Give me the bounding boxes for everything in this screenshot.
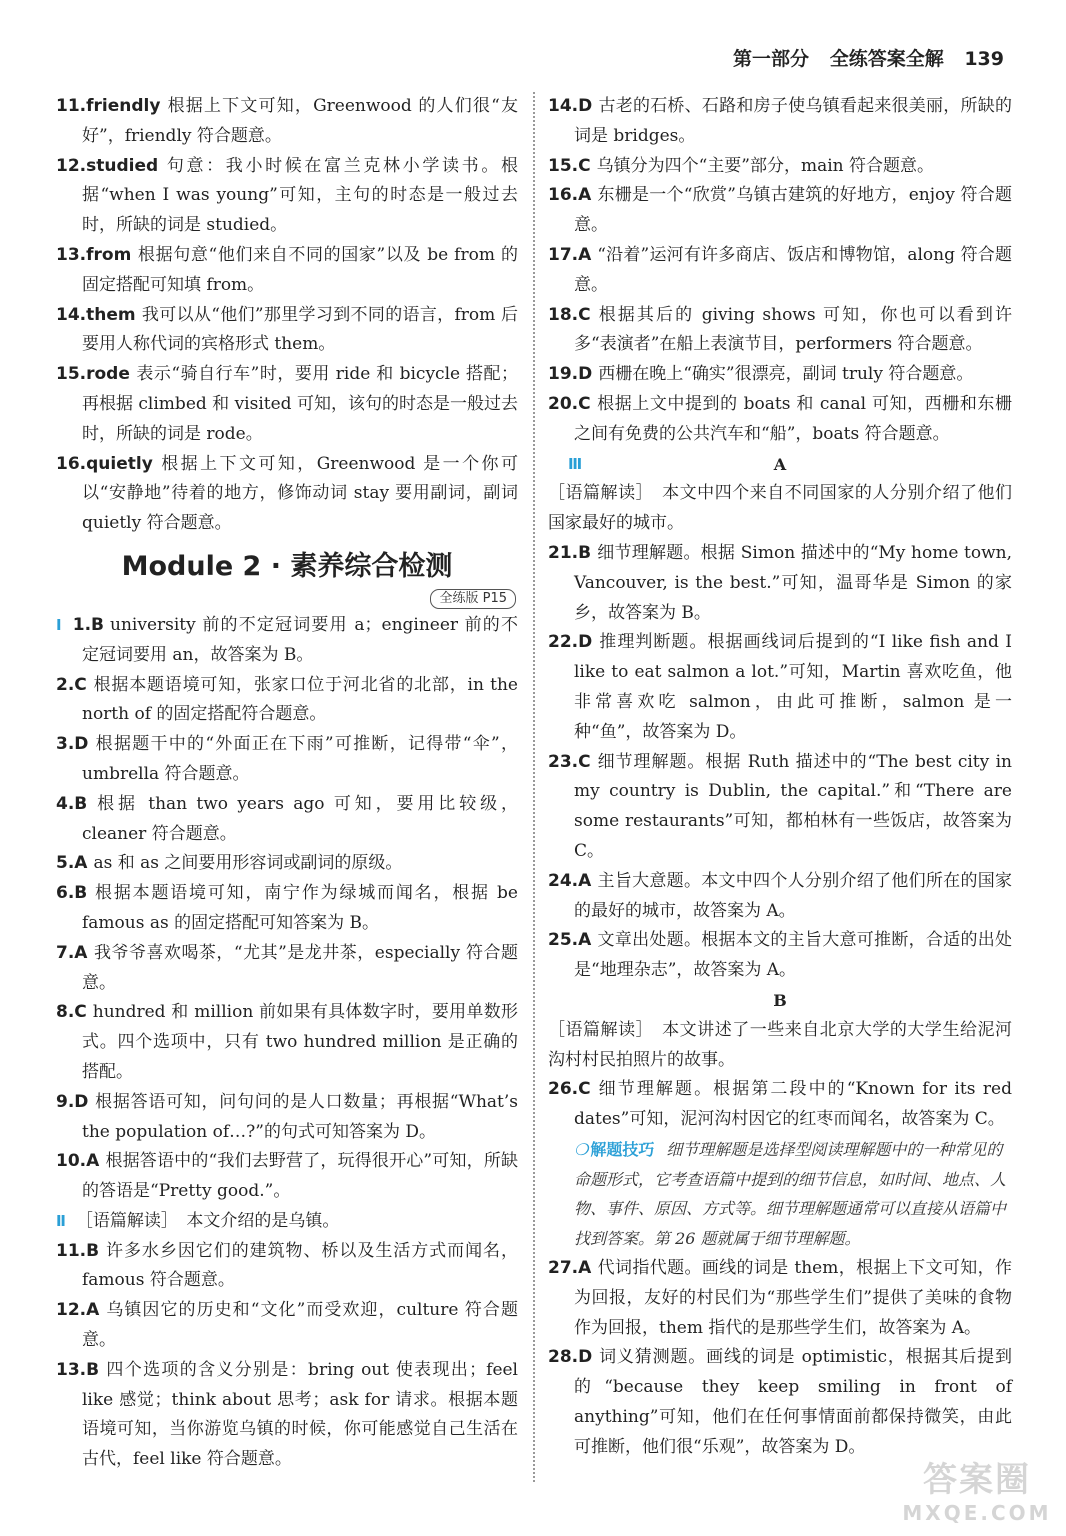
answer-number: 24.A xyxy=(548,870,592,891)
module-title: Module 2 · 素养综合检测 xyxy=(121,550,453,582)
answer-list-top xyxy=(56,92,518,539)
answer-text: 许多水乡因它们的建筑物、桥以及生活方式而闻名，famous 符合题意。 xyxy=(82,1240,518,1291)
answer-text: 推理判断题。根据画线词后提到的“I like fish and I like to eat salmon a lot.”可知，Martin 喜欢吃鱼，他非常喜欢吃 salmon，由此可推断，salmon 是一种“鱼”，故答案为 D。 xyxy=(574,632,1012,742)
answer-text: 根据本题语境可知，南宁作为绿城而闻名，根据 be famous as 的固定搭配可知答案为 B。 xyxy=(82,883,518,933)
answer-number: 7.A xyxy=(56,942,88,963)
answer-number: 13.from xyxy=(56,244,132,265)
answer-text: 四个选项的含义分别是：bring out 使表现出；feel like 感觉；think about 思考；ask for 请求。根据本题语境可知，当你游览乌镇的时候，你可能感觉自己生活在古代，feel like 符合题意。 xyxy=(82,1359,518,1470)
answer-text: 句意：我小时候在富兰克林小学读书。根据“when I was young”可知，主句的时态是一般过去时，所缺的词是 studied。 xyxy=(82,155,518,236)
answer-entry xyxy=(548,92,1012,152)
answer-number: 10.A xyxy=(56,1151,100,1172)
answer-entry xyxy=(548,360,1012,390)
section-2-answers-continued xyxy=(548,92,1012,450)
answer-entry xyxy=(56,1356,518,1475)
answer-entry xyxy=(548,301,1012,361)
answer-number: 20.C xyxy=(548,393,591,414)
answer-number: 5.A xyxy=(56,853,88,874)
tip-text: 细节理解题是选择型阅读理解题中的一种常见的命题形式，它考查语篇中提到的细节信息，如时间、地点、人物、事件、原因、方式等。细节理解题通常可以直接从语篇中找到答案。第 26 题就属于细节理解题。 xyxy=(574,1139,1007,1249)
bulb-icon: ❍ xyxy=(574,1139,589,1159)
answer-entry xyxy=(56,939,518,999)
part-a-heading: Ⅲ A xyxy=(548,450,1012,480)
answer-number: 18.C xyxy=(548,304,591,325)
tip-label: 解题技巧 xyxy=(590,1139,655,1159)
answer-number: 19.D xyxy=(548,364,593,385)
answer-text: 主旨大意题。本文中四个人分别介绍了他们所在的国家的最好的城市，故答案为 A。 xyxy=(574,870,1012,921)
answer-number: 6.B xyxy=(56,883,88,904)
answer-text: 根据上下文可知，Greenwood 的人们很“友好”，friendly 符合题意。 xyxy=(82,96,518,146)
answer-entry xyxy=(56,1296,518,1356)
answer-number: 22.D xyxy=(548,632,593,653)
answer-entry xyxy=(548,1254,1012,1343)
right-column xyxy=(548,92,1012,1463)
answer-text: 细节理解题。根据 Simon 描述中的“My home town, Vancouver, is the best.”可知，温哥华是 Simon 的家乡，故答案为 B。 xyxy=(574,542,1012,623)
answer-entry xyxy=(548,1075,1012,1135)
answer-text: “沿着”运河有许多商店、饭店和博物馆，along 符合题意。 xyxy=(574,244,1012,295)
part-b-heading: B xyxy=(773,990,787,1010)
answer-text: 细节理解题。根据 Ruth 描述中的“The best city in my country is Dublin, the capital.”和“There are some restaurants”可知，都柏林有一些饭店，故答案为 C。 xyxy=(574,751,1012,861)
answer-text: 根据答语中的“我们去野营了，玩得很开心”可知，所缺的答语是“Pretty good.”。 xyxy=(82,1151,518,1202)
answer-text: 代词指代题。画线的词是 them，根据上下文可知，作为回报，友好的村民们为“那些学生们”提供了美味的食物作为回报，them 指代的是那些学生们，故答案为 A。 xyxy=(574,1258,1012,1338)
edition-tag: 全练版 P15 xyxy=(56,587,516,609)
answer-entry xyxy=(56,241,518,301)
answer-text: 我爷爷喜欢喝茶，“尤其”是龙井茶，especially 符合题意。 xyxy=(82,942,518,993)
answer-number: 13.B xyxy=(56,1359,100,1380)
answer-number: 23.C xyxy=(548,751,591,772)
answer-text: 根据句意“他们来自不同的国家”以及 be from 的固定搭配可知填 from。 xyxy=(82,244,518,295)
answer-text: 根据 than two years ago 可知，要用比较级，cleaner 符合题意。 xyxy=(82,793,518,844)
answer-number: 25.A xyxy=(548,930,592,951)
answer-entry xyxy=(56,611,518,671)
answer-entry xyxy=(56,92,518,152)
answer-entry xyxy=(56,1147,518,1207)
answer-number: 26.C xyxy=(548,1079,591,1100)
answer-entry xyxy=(548,748,1012,867)
part-b-answers-2 xyxy=(548,1254,1012,1463)
answer-number: 12.studied xyxy=(56,155,159,176)
page-header xyxy=(719,44,1004,71)
answer-entry xyxy=(56,730,518,790)
answer-text: 表示“骑自行车”时，要用 ride 和 bicycle 搭配；再根据 climbed 和 visited 可知，该句的时态是一般过去时，所缺的词是 rode。 xyxy=(82,364,518,444)
answer-entry xyxy=(548,926,1012,986)
answer-number: 16.quietly xyxy=(56,453,153,474)
answer-text: 文章出处题。根据本文的主旨大意可推断，合适的出处是“地理杂志”，故答案为 A。 xyxy=(574,930,1012,981)
answer-number: 14.them xyxy=(56,304,136,325)
section-1-marker: Ⅰ xyxy=(56,615,63,634)
answer-number: 14.D xyxy=(548,96,593,116)
part-a-intro: ［语篇解读］ 本文中四个来自不同国家的人分别介绍了他们国家最好的城市。 xyxy=(548,483,1012,534)
page-number: 139 xyxy=(964,48,1004,70)
subtitle-label: 全练答案全解 xyxy=(829,48,944,70)
part-a-answers xyxy=(548,539,1012,986)
answer-text: 根据本题语境可知，张家口位于河北省的北部，in the north of 的固定搭配符合题意。 xyxy=(82,674,518,725)
answer-text: 乌镇分为四个“主要”部分，main 符合题意。 xyxy=(596,155,935,176)
answer-entry xyxy=(548,539,1012,628)
answer-entry xyxy=(548,152,1012,182)
part-b-intro: ［语篇解读］ 本文讲述了一些来自北京大学的大学生给泥河沟村村民拍照片的故事。 xyxy=(548,1019,1012,1070)
answer-entry xyxy=(56,879,518,939)
answer-entry xyxy=(548,1343,1012,1462)
answer-number: 9.D xyxy=(56,1091,89,1112)
answer-number: 21.B xyxy=(548,542,592,563)
answer-number: 11.B xyxy=(56,1240,100,1261)
answer-entry xyxy=(56,1237,518,1297)
tip-box xyxy=(548,1135,1012,1254)
answer-number: 2.C xyxy=(56,674,87,695)
answer-text: hundred 和 million 前如果有具体数字时，要用单数形式。四个选项中，只有 two hundred million 是正确的搭配。 xyxy=(82,1002,518,1082)
section-2-marker: Ⅱ xyxy=(56,1211,66,1230)
answer-entry xyxy=(56,1088,518,1148)
answer-text: university 前的不定冠词要用 a；engineer 前的不定冠词要用 an，故答案为 B。 xyxy=(82,614,518,665)
section-label: 第一部分 xyxy=(733,48,810,70)
answer-text: 西栅在晚上“确实”很漂亮，副词 truly 符合题意。 xyxy=(598,364,974,385)
answer-entry xyxy=(56,849,518,879)
answer-text: 我可以从“他们”那里学习到不同的语言，from 后要用人称代词的宾格形式 them。 xyxy=(82,304,518,355)
answer-entry xyxy=(548,241,1012,301)
answer-number: 15.rode xyxy=(56,364,130,385)
answer-entry xyxy=(56,790,518,850)
answer-entry xyxy=(56,360,518,449)
answer-entry xyxy=(56,998,518,1087)
answer-text: 根据上文中提到的 boats 和 canal 可知，西栅和东栅之间有免费的公共汽车和“船”，boats 符合题意。 xyxy=(574,393,1012,444)
answer-text: 词义猜测题。画线的词是 optimistic，根据其后提到的“because they keep smiling in front of anything”可知，他们在任何事情面前都保持微笑，由此可推断，他们很“乐观”，故答案为 D。 xyxy=(574,1347,1012,1457)
answer-number: 4.B xyxy=(56,793,88,814)
answer-entry xyxy=(548,181,1012,241)
answer-text: 根据题干中的“外面正在下雨”可推断，记得带“伞”，umbrella 符合题意。 xyxy=(82,734,518,784)
answer-text: as 和 as 之间要用形容词或副词的原级。 xyxy=(93,853,403,874)
section-3-marker: Ⅲ xyxy=(568,454,583,473)
answer-entry xyxy=(56,671,518,731)
answer-text: 根据答语可知，问句问的是人口数量；再根据“What’s the population of…?”的句式可知答案为 D。 xyxy=(82,1091,518,1142)
answer-entry xyxy=(548,628,1012,747)
answer-number: 1.B xyxy=(72,614,105,635)
column-divider xyxy=(533,92,535,1482)
answer-text: 东栅是一个“欣赏”乌镇古建筑的好地方，enjoy 符合题意。 xyxy=(574,185,1012,236)
answer-text: 根据上下文可知，Greenwood 是一个你可以“安静地”待着的地方，修饰动词 stay 要用副词，副词 quietly 符合题意。 xyxy=(82,453,518,534)
answer-entry xyxy=(56,152,518,241)
watermark-logo: 答案圈 MXQE.COM xyxy=(902,1460,1052,1525)
section-1-answers xyxy=(56,611,518,1207)
answer-text: 古老的石桥、石路和房子使乌镇看起来很美丽，所缺的词是 bridges。 xyxy=(574,96,1012,146)
section-2-intro: Ⅱ ［语篇解读］ 本文介绍的是乌镇。 xyxy=(56,1210,340,1231)
answer-text: 乌镇因它的历史和“文化”而受欢迎，culture 符合题意。 xyxy=(82,1300,518,1351)
answer-entry xyxy=(548,867,1012,927)
answer-number: 27.A xyxy=(548,1258,592,1279)
answer-number: 16.A xyxy=(548,185,592,206)
answer-entry xyxy=(56,450,518,539)
answer-entry xyxy=(548,390,1012,450)
answer-number: 3.D xyxy=(56,734,89,755)
answer-number: 15.C xyxy=(548,155,591,176)
left-column xyxy=(56,92,518,1475)
answer-number: 8.C xyxy=(56,1002,87,1023)
answer-number: 11.friendly xyxy=(56,96,161,116)
answer-text: 细节理解题。根据第二段中的“Known for its red dates”可知，泥河沟村因它的红枣而闻名，故答案为 C。 xyxy=(574,1079,1012,1130)
answer-number: 17.A xyxy=(548,244,592,265)
answer-number: 12.A xyxy=(56,1300,100,1321)
answer-entry xyxy=(56,301,518,361)
part-b-answers-1 xyxy=(548,1075,1012,1135)
answer-number: 28.D xyxy=(548,1347,593,1368)
section-2-answers xyxy=(56,1237,518,1475)
answer-text: 根据其后的 giving shows 可知，你也可以看到许多“表演者”在船上表演节目，performers 符合题意。 xyxy=(574,304,1012,355)
